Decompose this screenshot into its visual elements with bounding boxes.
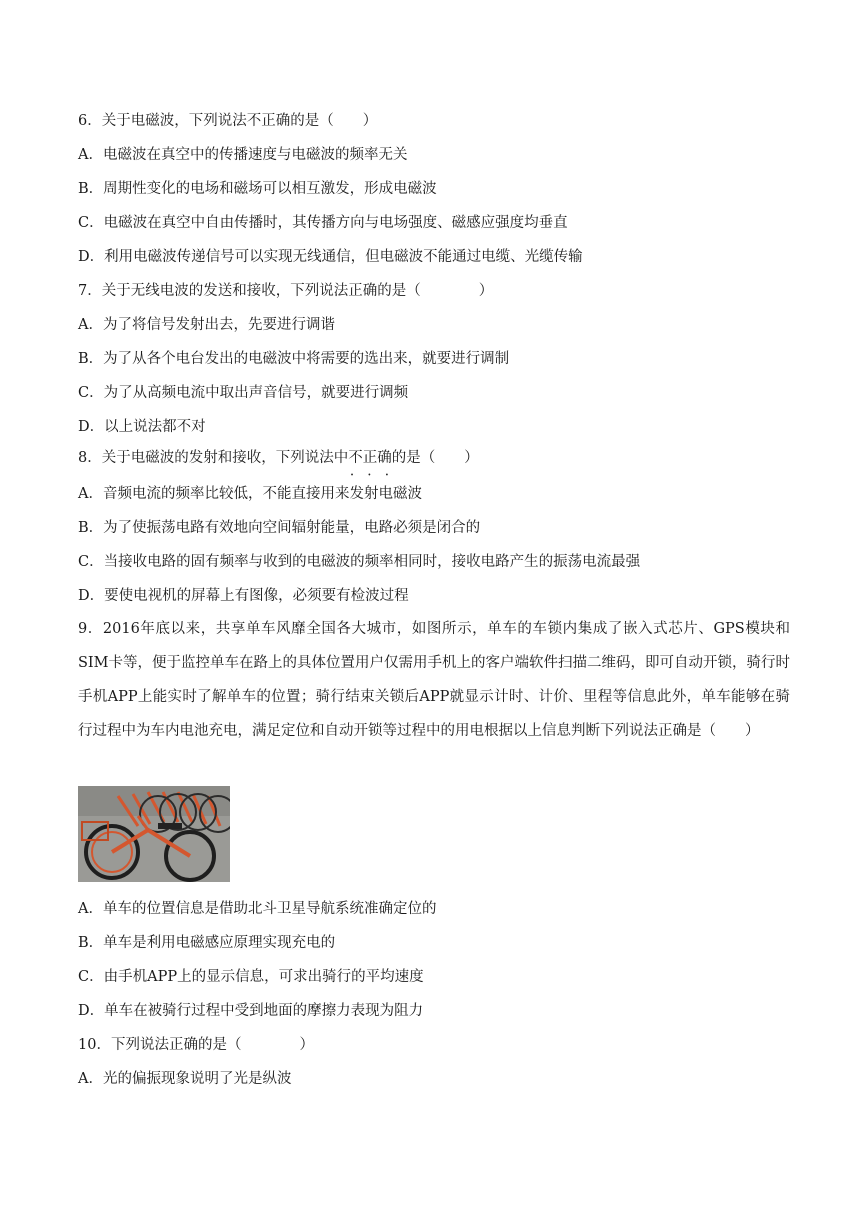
q8-stem [78, 447, 790, 469]
q6-option-c: C．电磁波在真空中自由传播时，其传播方向与电场强度、磁感应强度均垂直 [78, 215, 568, 231]
q7-option-c: C．为了从高频电流中取出声音信号，就要进行调频 [78, 385, 409, 401]
q10-stem: 10．下列说法正确的是（ ） [78, 1037, 314, 1053]
q6-option-d: D．利用电磁波传递信号可以实现无线通信，但电磁波不能通过电缆、光缆传输 [78, 249, 583, 265]
q8-option-a: A．音频电流的频率比较低，不能直接用来发射电磁波 [78, 486, 422, 502]
q8-option-d: D．要使电视机的屏幕上有图像，必须要有检波过程 [78, 588, 409, 604]
q9-option-b: B．单车是利用电磁感应原理实现充电的 [78, 935, 336, 951]
q6-option-a: A．电磁波在真空中的传播速度与电磁波的频率无关 [78, 147, 408, 163]
shared-bikes-photo [78, 786, 230, 882]
q8-stem-emphasis: 不正确 • • • [348, 450, 392, 466]
q8-option-c: C．当接收电路的固有频率与收到的电磁波的频率相同时，接收电路产生的振荡电流最强 [78, 554, 641, 570]
q9-option-d: D．单车在被骑行过程中受到地面的摩擦力表现为阻力 [78, 1003, 424, 1019]
q7-option-b: B．为了从各个电台发出的电磁波中将需要的选出来，就要进行调制 [78, 351, 510, 367]
q9-option-a: A．单车的位置信息是借助北斗卫星导航系统准确定位的 [78, 901, 437, 917]
q7-option-a: A．为了将信号发射出去，先要进行调谐 [78, 317, 335, 333]
q7-option-d: D．以上说法都不对 [78, 419, 206, 435]
q7-stem: 7．关于无线电波的发送和接收，下列说法正确的是（ ） [78, 283, 494, 299]
q8-option-b: B．为了使振荡电路有效地向空间辐射能量，电路必须是闭合的 [78, 520, 481, 536]
q9-stem: 9．2016年底以来，共享单车风靡全国各大城市，如图所示，单车的车锁内集成了嵌入式芯片、GPS模块和SIM卡等，便于监控单车在路上的具体位置用户仅需用手机上的客户端软件扫描二维码，即可自动开锁，骑行时手机APP上能实时了解单车的位置；骑行结束关锁后APP就显示计时、计价、里程等信息此外，单车能够在骑行过程中为车内电池充电，满足定位和自动开锁等过程中的用电根据以上信息判断下列说法正确是（ ） [78, 621, 791, 739]
q9-option-c: C．由手机APP上的显示信息，可求出骑行的平均速度 [78, 969, 424, 985]
q6-option-b: B．周期性变化的电场和磁场可以相互激发，形成电磁波 [78, 181, 437, 197]
q8-stem-before: 8．关于电磁波的发射和接收，下列说法中 [78, 450, 349, 466]
q8-stem-after: 的是（ ） [391, 450, 479, 466]
q6-stem: 6．关于电磁波，下列说法不正确的是（ ） [78, 113, 378, 129]
bike-illustration [78, 786, 230, 882]
q10-option-a: A．光的偏振现象说明了光是纵波 [78, 1071, 292, 1087]
